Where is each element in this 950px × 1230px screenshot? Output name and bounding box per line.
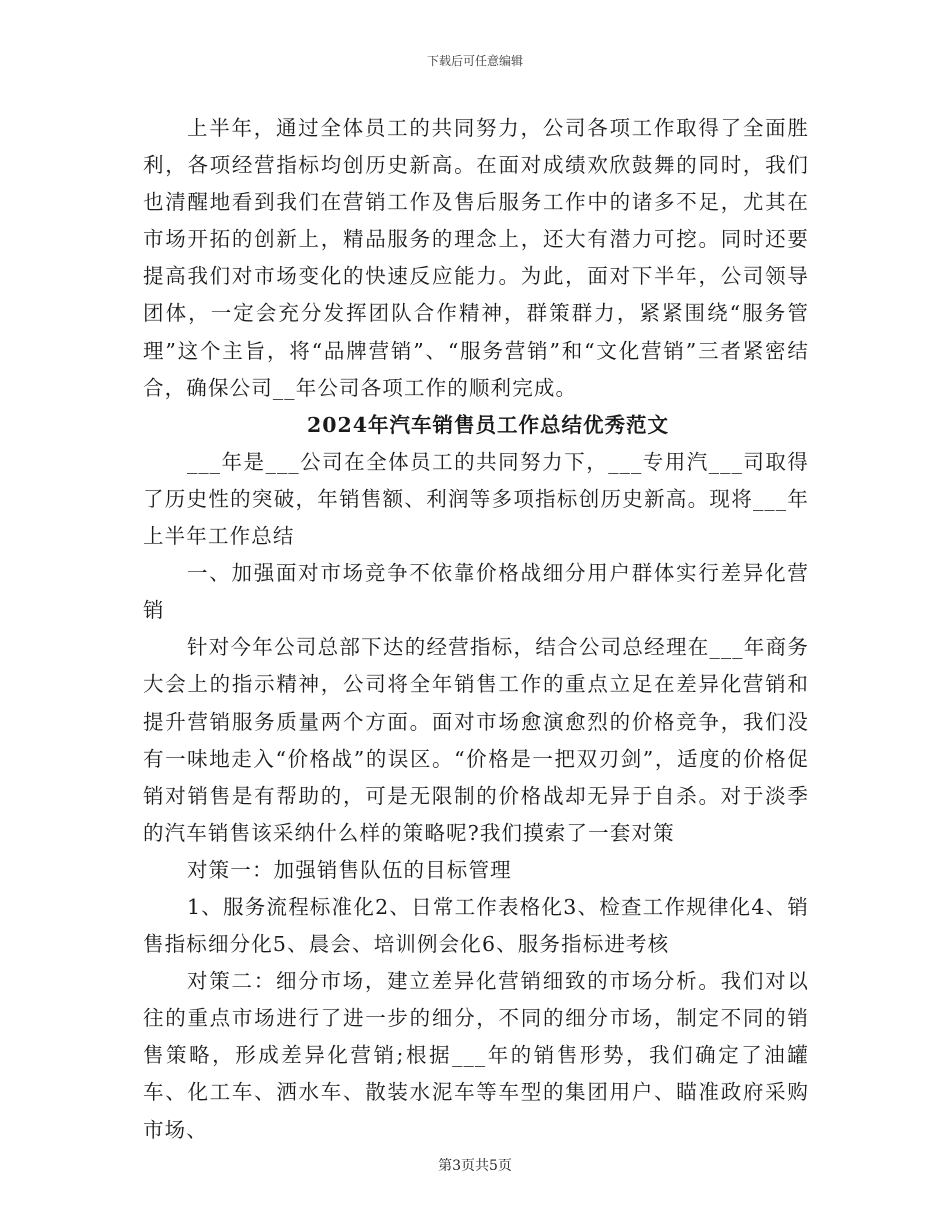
paragraph-1: ___年是___公司在全体员工的共同努力下，___专用汽___司取得了历史性的突破，年销售额、利润等多项指标创历史新高。现将___年上半年工作总结	[143, 449, 809, 549]
page-footer: 第3页共5页	[438, 1158, 512, 1174]
strategy-1-list: 1、服务流程标准化2、日常工作表格化3、检查工作规律化4、销售指标细分化5、晨会、培训例会化6、服务指标进考核	[143, 894, 809, 957]
strategy-1-heading: 对策一：加强销售队伍的目标管理	[187, 857, 512, 882]
document-title: 2024年汽车销售员工作总结优秀范文	[306, 412, 670, 437]
intro-paragraph: 上半年，通过全体员工的共同努力，公司各项工作取得了全面胜利，各项经营指标均创历史新高。在面对成绩欢欣鼓舞的同时，我们也清醒地看到我们在营销工作及售后服务工作中的诸多不足，尤其在市场开拓的创新上，精品服务的理念上，还大有潜力可挖。同时还要提高我们对市场变化的快速反应能力。为此，面对下半年，公司领导团体，一定会充分发挥团队合作精神，群策群力，紧紧围绕“服务管理”这个主旨，将“品牌营销”、“服务营销”和“文化营销”三者紧密结合，确保公司__年公司各项工作的顺利完成。	[143, 116, 809, 400]
paragraph-2: 针对今年公司总部下达的经营指标，结合公司总经理在___年商务大会上的指示精神，公司将全年销售工作的重点立足在差异化营销和提升营销服务质量两个方面。面对市场愈演愈烈的价格竞争，我们没有一味地走入“价格战”的误区。“价格是一把双刃剑”，适度的价格促销对销售是有帮助的，可是无限制的价格战却无异于自杀。对于淡季的汽车销售该采纳什么样的策略呢?我们摸索了一套对策	[143, 635, 809, 845]
page-header: 下载后可任意编辑	[426, 54, 523, 68]
document-body	[143, 110, 809, 1149]
section-heading-1: 一、加强面对市场竞争不依靠价格战细分用户群体实行差异化营销	[143, 561, 809, 623]
strategy-2-paragraph: 对策二：细分市场，建立差异化营销细致的市场分析。我们对以往的重点市场进行了进一步的细分，不同的细分市场，制定不同的销售策略，形成差异化营销;根据___年的销售形势，我们确定了油罐车、化工车、洒水车、散装水泥车等车型的集团用户、瞄准政府采购市场、	[143, 969, 809, 1142]
